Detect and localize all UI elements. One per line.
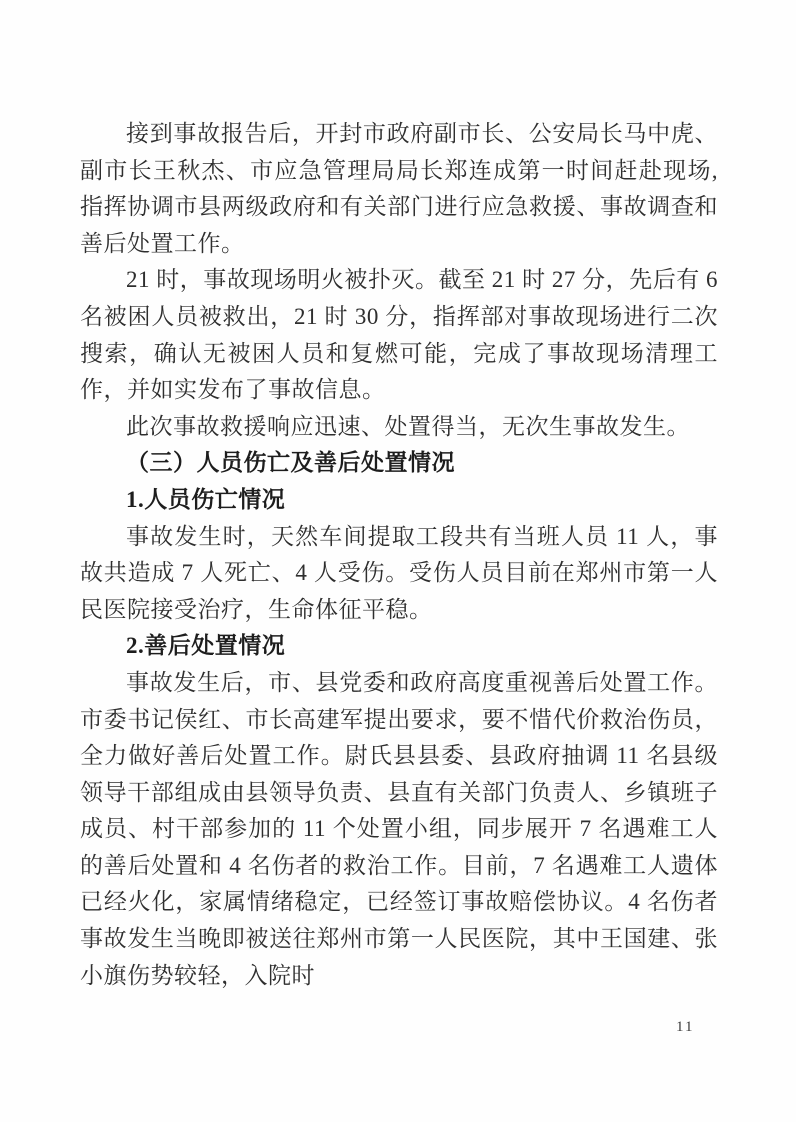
page-number: 11 [676,1019,695,1035]
paragraph-rescue-command: 接到事故报告后，开封市政府副市长、公安局长马中虎、副市长王秋杰、市应急管理局局长郑连成第一时间赶赴现场,指挥协调市县两级政府和有关部门进行应急救援、事故调查和善后处置工作。 [80,121,718,256]
paragraph-fire-extinguished: 21 时，事故现场明火被扑灭。截至 21 时 27 分，先后有 6 名被困人员被救出，21 时 30 分，指挥部对事故现场进行二次搜索，确认无被困人员和复燃可能，完成了事故现场清理工作，并如实发布了事故信息。 [80,267,718,403]
section-heading-casualties-and-aftermath: （三）人员伤亡及善后处置情况 [126,450,455,476]
subsection-heading-casualty-situation: 1.人员伤亡情况 [126,486,286,512]
paragraph-rescue-summary: 此次事故救援响应迅速、处置得当，无次生事故发生。 [126,413,690,439]
paragraph-casualty-details: 事故发生时，天然车间提取工段共有当班人员 11 人，事故共造成 7 人死亡、4 人受伤。受伤人员目前在郑州市第一人民医院接受治疗，生命体征平稳。 [80,523,718,622]
subsection-heading-aftermath-handling: 2.善后处置情况 [126,633,286,659]
document-body [80,116,718,994]
paragraph-aftermath-details: 事故发生后，市、县党委和政府高度重视善后处置工作。市委书记侯红、市长高建军提出要求，要不惜代价救治伤员，全力做好善后处置工作。尉氏县县委、县政府抽调 11 名县级领导干部组成由县领导负责、县直有关部门负责人、乡镇班子成员、村干部参加的 11 个处置小组，同步展开 7 名遇难工人的善后处置和 4 名伤者的救治工作。目前，7 名遇难工人遗体已经火化，家属情绪稳定，已经签订事故赔偿协议。4 名伤者事故发生当晚即被送往郑州市第一人民医院，其中王国建、张小旗伤势较轻，入院时 [80,669,718,988]
